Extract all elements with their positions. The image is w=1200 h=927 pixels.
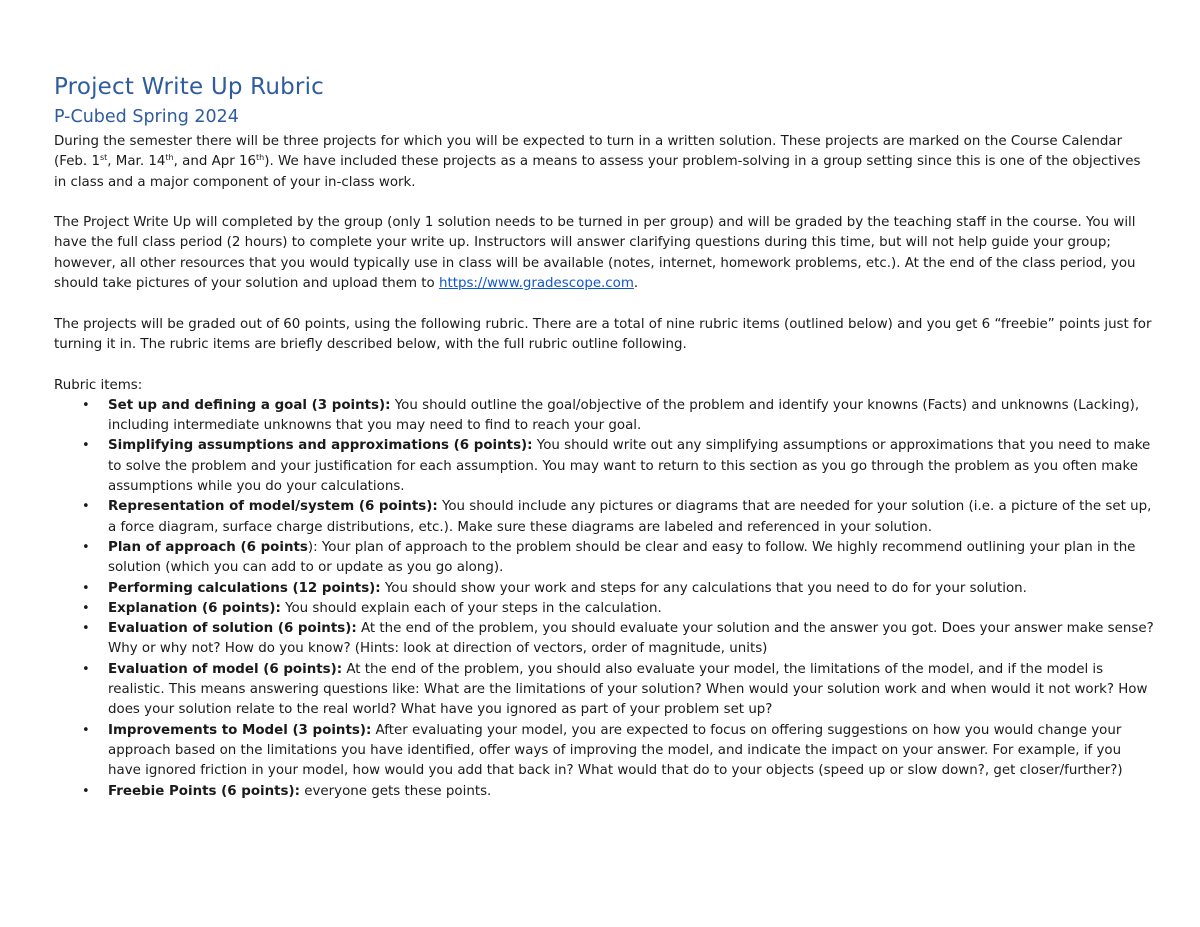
rubric-item-label: Plan of approach (6 points bbox=[108, 539, 308, 555]
paragraph-spacer bbox=[54, 294, 1154, 314]
intro-p1-text-a: During the semester there will be three projects for which you will be expected to turn in a written solution. These projects are marked on the Course Calendar (Feb. 1 bbox=[54, 134, 1123, 170]
rubric-item-label: Simplifying assumptions and approximations (6 points): bbox=[108, 438, 533, 454]
rubric-item bbox=[54, 782, 1154, 802]
rubric-item-text: You should write out any simplifying assumptions or approximations that you need to make to solve the problem and your justification for each assumption. You may want to return to this section as you go through the problem as you often make assumptions while you do your calculations. bbox=[108, 438, 1151, 495]
rubric-item bbox=[54, 660, 1154, 721]
bullet-icon: • bbox=[82, 621, 90, 637]
paragraph-spacer bbox=[54, 355, 1154, 375]
superscript-th-1: th bbox=[165, 153, 174, 163]
rubric-item-label: Representation of model/system (6 points): bbox=[108, 499, 438, 515]
bullet-icon: • bbox=[82, 580, 90, 596]
rubric-item bbox=[54, 436, 1154, 497]
rubric-item bbox=[54, 396, 1154, 437]
bullet-icon: • bbox=[82, 499, 90, 515]
bullet-icon: • bbox=[82, 722, 90, 738]
intro-p1-text-d: ). We have included these projects as a means to assess your problem-solving in a group setting since this is one of the objectives in class and a major component of your in-class work. bbox=[54, 154, 1141, 190]
rubric-item bbox=[54, 538, 1154, 579]
rubric-item-text: You should outline the goal/objective of the problem and identify your knowns (Facts) and unknowns (Lacking), including intermediate unknowns that you may need to find to reach your goal. bbox=[108, 397, 1140, 434]
rubric-item-label: Freebie Points (6 points): bbox=[108, 783, 300, 799]
paragraph-spacer bbox=[54, 193, 1154, 213]
rubric-item-text: You should show your work and steps for any calculations that you need to do for your solution. bbox=[380, 580, 1027, 596]
bullet-icon: • bbox=[82, 600, 90, 616]
rubric-item-text: You should include any pictures or diagrams that are needed for your solution (i.e. a picture of the set up, a force diagram, surface charge distributions, etc.). Make sure these diagrams are labeled and referenced in your solution. bbox=[108, 499, 1152, 535]
superscript-st: st bbox=[99, 153, 108, 163]
intro-p2-text-a: The Project Write Up will completed by the group (only 1 solution needs to be turned in per group) and will be graded by the teaching staff in the course. You will have the full class period (2 hours) to complete your write up. Instructors will answer clarifying questions during this time, but will not help guide your group; however, all other resources that you would typically use in class will be available (notes, internet, homework problems, etc.). At the end of the class period, you should take pictures of your solution and upload them to bbox=[54, 215, 1136, 292]
rubric-item bbox=[54, 599, 1154, 619]
rubric-item bbox=[54, 619, 1154, 660]
intro-p2-text-b: . bbox=[633, 276, 639, 292]
document-title: Project Write Up Rubric bbox=[54, 74, 324, 100]
rubric-item-text: After evaluating your model, you are expected to focus on offering suggestions on how you would change your approach based on the limitations you have identified, offer ways of improving the model, and indicate the impact on your answer. For example, if you have ignored friction in your model, how would you add that back in? What would that do to your objects (speed up or slow down?, get closer/further?) bbox=[108, 722, 1123, 779]
rubric-item-label: Evaluation of model (6 points): bbox=[108, 661, 343, 677]
rubric-item-text: ): Your plan of approach to the problem should be clear and easy to follow. We highly recommend outlining your plan in the solution (which you can add to or update as you go along). bbox=[108, 539, 1136, 576]
intro-paragraph-3: The projects will be graded out of 60 points, using the following rubric. There are a total of nine rubric items (outlined below) and you get 6 “freebie” points just for turning it in. The rubric items are briefly described below, with the full rubric outline following. bbox=[54, 316, 1152, 352]
rubric-item-label: Evaluation of solution (6 points): bbox=[108, 621, 357, 637]
rubric-list bbox=[54, 396, 1154, 802]
rubric-item-text: everyone gets these points. bbox=[300, 783, 492, 799]
superscript-th-2: th bbox=[256, 153, 265, 163]
rubric-item-text: At the end of the problem, you should evaluate your solution and the answer you got. Does your answer make sense? Why or why not? How do you know? (Hints: look at direction of vectors, order of magnitude, units) bbox=[108, 621, 1154, 657]
bullet-icon: • bbox=[82, 438, 90, 454]
rubric-item-label: Performing calculations (12 points): bbox=[108, 580, 381, 596]
rubric-item-label: Improvements to Model (3 points): bbox=[108, 722, 372, 738]
bullet-icon: • bbox=[82, 397, 90, 413]
intro-p1-text-b: , Mar. 14 bbox=[107, 154, 166, 170]
rubric-item bbox=[54, 579, 1154, 599]
intro-paragraph-1 bbox=[54, 132, 1154, 193]
rubric-item-text: At the end of the problem, you should also evaluate your model, the limitations of the model, and if the model is realistic. This means answering questions like: What are the limitations of your solution? When would your solution work and when would it not work? How does your solution relate to the real world? What have you ignored as part of your problem set up? bbox=[108, 661, 1148, 718]
rubric-item-label: Explanation (6 points): bbox=[108, 600, 281, 616]
rubric-heading: Rubric items: bbox=[54, 377, 143, 393]
document-subtitle: P-Cubed Spring 2024 bbox=[54, 107, 239, 127]
document-page bbox=[54, 72, 1154, 802]
rubric-item-label: Set up and defining a goal (3 points): bbox=[108, 397, 391, 413]
bullet-icon: • bbox=[82, 539, 90, 555]
rubric-item-text: You should explain each of your steps in the calculation. bbox=[280, 600, 662, 616]
rubric-item bbox=[54, 721, 1154, 782]
intro-paragraph-2 bbox=[54, 213, 1154, 294]
intro-p1-text-c: , and Apr 16 bbox=[173, 154, 257, 170]
bullet-icon: • bbox=[82, 661, 90, 677]
bullet-icon: • bbox=[82, 783, 90, 799]
rubric-item bbox=[54, 497, 1154, 538]
gradescope-link[interactable]: https://www.gradescope.com bbox=[438, 276, 634, 292]
